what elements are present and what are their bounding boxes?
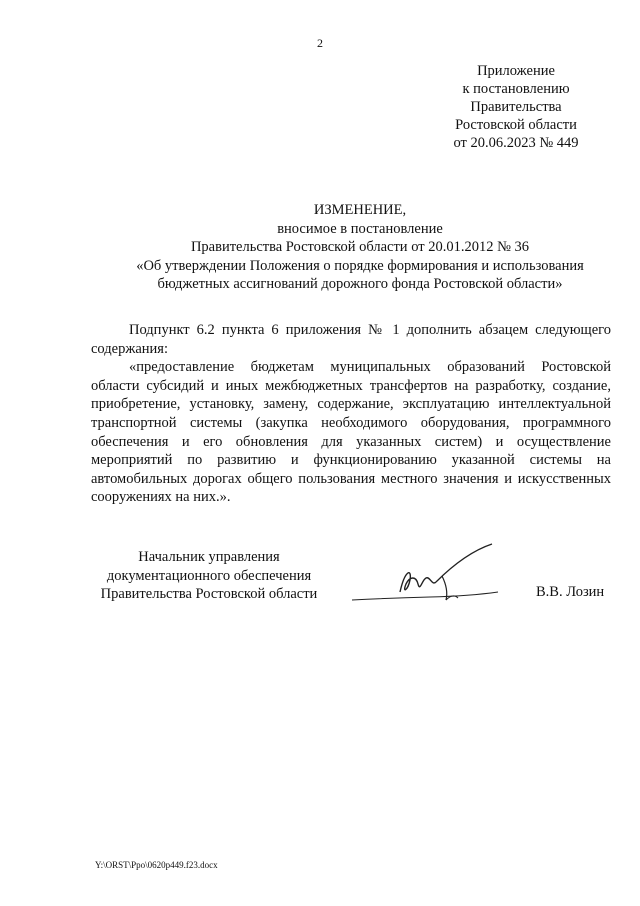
title-line: вносимое в постановление xyxy=(277,220,443,237)
signer-title xyxy=(86,548,332,604)
appendix-line: Приложение xyxy=(477,63,555,79)
body-paragraph: Подпункт 6.2 пункта 6 приложения № 1 дополнить абзацем следующего содержания: xyxy=(91,322,611,357)
body-paragraph: «предоставление бюджетам муниципальных образований Ростовской области субсидий и иных межбюджетных трансфертов на разработку, создание, приобретение, установку, замену, содержание, эксплуатацию интеллектуальной транспортной системы (закупка необходимого оборудования, программного обеспечения и его обновления для указанных систем) и осуществление мероприятий по развитию и функционированию указанной системы на автомобильных дорогах общего пользования местного значения и искусственных сооружениях на них.». xyxy=(91,359,611,506)
document-title xyxy=(60,201,640,294)
signer-title-line: документационного обеспечения xyxy=(106,567,312,584)
signer-name: В.В. Лозин xyxy=(536,584,605,600)
title-line: «Об утверждении Положения о порядке формирования и использования xyxy=(136,257,584,274)
title-heading: ИЗМЕНЕНИЕ, xyxy=(313,202,407,218)
signer-title-line: Правительства Ростовской области xyxy=(100,586,318,602)
title-line: бюджетных ассигнований дорожного фонда Ростовской области» xyxy=(157,276,563,292)
appendix-line: Ростовской области xyxy=(455,117,577,133)
file-path: Y:\ORST\Ppo\0620p449.f23.docx xyxy=(95,860,218,870)
title-line: Правительства Ростовской области от 20.01.2012 № 36 xyxy=(190,239,530,255)
document-body xyxy=(91,321,611,507)
page-number: 2 xyxy=(317,36,323,50)
handwritten-signature xyxy=(350,540,500,608)
appendix-line: Правительства xyxy=(470,99,562,115)
signer-title-line: Начальник управления xyxy=(138,549,280,565)
appendix-line: к постановлению xyxy=(462,81,570,97)
appendix-line: от 20.06.2023 № 449 xyxy=(453,135,579,151)
appendix-header xyxy=(430,62,602,152)
